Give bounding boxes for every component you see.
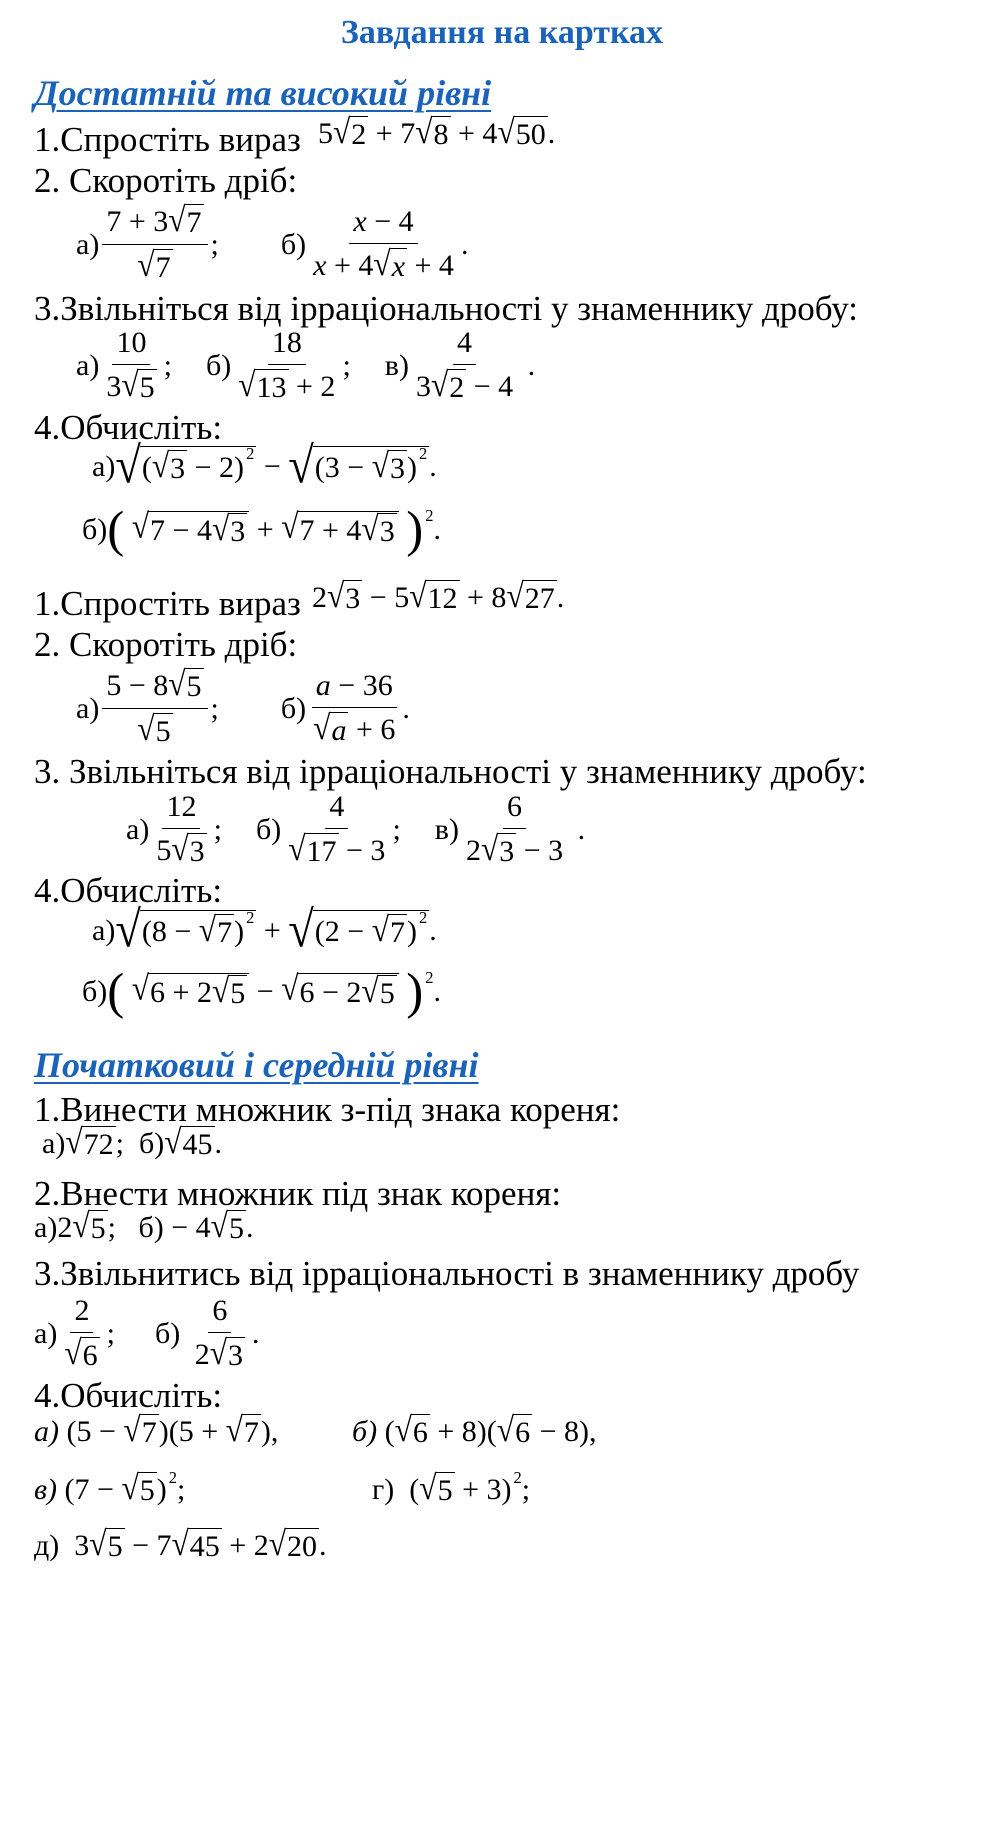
label-a: а) <box>92 449 116 483</box>
label-a: а) <box>76 348 100 382</box>
task-4d-expression-card3: д) 3 √ 5 − 7 √ 45 + 2 √ 20 . <box>34 1524 327 1563</box>
task-2-expressions-card3: а) 2 √ 5 ; б) − 4 √ 5 . <box>34 1206 254 1245</box>
task-4a-expression-card3: а) (5 − √ 7 )(5 + √ 7 ), <box>34 1410 279 1449</box>
label-b: б) <box>255 812 282 846</box>
task-3-text-card2: 3. Звільніться від ірраціональності у знаменнику дробу: <box>34 752 867 791</box>
label-g: г) <box>372 1473 395 1506</box>
task-3-fractions-card2: а) 12 5 √ 3 ; б) 4 √ 17 − 3 ; в) 6 2 √ 3 − 3 . <box>126 790 586 868</box>
label-v: в) <box>34 1473 58 1506</box>
task-2-fractions: а) 7 + 3 √ 7 √ 7 ; б) x − 4 x + 4 √ x + 4 . <box>76 200 469 284</box>
label-a: а) <box>76 227 100 261</box>
task-4g-expression-card3: г) ( √ 5 + 3) 2 ; <box>372 1468 531 1507</box>
task-4a-expression: а) √ ( √ 3 − 2) 2 − √ (3 − √ 3 ) 2 . <box>92 438 437 495</box>
label-v: в) <box>434 812 459 846</box>
task-4-text-card3: 4.Обчисліть: <box>34 1376 223 1415</box>
label-a: а) <box>42 1127 66 1160</box>
task-4b-expression-card3: б) ( √ 6 + 8)( √ 6 − 8), <box>352 1410 597 1449</box>
task-4-text: 4.Обчисліть: <box>34 408 223 447</box>
task-4-text-card2: 4.Обчисліть: <box>34 871 223 910</box>
task-3-fractions-card3: а) 2 √ 6 ; б) 6 2 √ 3 . <box>34 1294 260 1372</box>
label-a: а) <box>76 691 100 725</box>
label-a: а) <box>34 1316 58 1350</box>
task-3-text-card3: 3.Звільнитись від ірраціональності в знаменнику дробу <box>34 1254 860 1293</box>
task-1-expression: 5 √ 2 + 7 √ 8 + 4 √ 50 . <box>318 112 556 151</box>
label-b: б) <box>352 1415 378 1448</box>
label-a: а) <box>126 812 150 846</box>
label-b: б) <box>154 1316 181 1350</box>
page-title: Завдання на картках <box>340 14 664 51</box>
label-a: а) <box>92 913 116 947</box>
task-1-expression-card2: 2 √ 3 − 5 √ 12 + 8 √ 27 . <box>312 576 565 615</box>
task-2-text: 2. Скоротіть дріб: <box>34 161 298 200</box>
section-heading-advanced: Достатній та високий рівні <box>34 73 492 113</box>
task-2-fractions-card2: а) 5 − 8 √ 5 √ 5 ; б) a − 36 √ a + 6 . <box>76 664 410 748</box>
label-b: б) <box>82 513 108 547</box>
task-1-text: 1.Спростіть вираз <box>34 120 301 159</box>
label-b: б) <box>138 1127 165 1160</box>
task-1-text-card3: 1.Винести множник з-під знака кореня: <box>34 1090 621 1129</box>
task-2-text-card2: 2. Скоротіть дріб: <box>34 625 298 664</box>
label-d: д) <box>34 1529 60 1562</box>
label-b: б) <box>138 1211 164 1244</box>
label-b: б) <box>205 348 232 382</box>
label-a: а) <box>34 1415 59 1448</box>
label-a: а) <box>34 1211 58 1244</box>
task-4b-expression: б) ( √ 7 − 4 √ 3 + √ 7 + 4 √ 3 ) 2 . <box>82 502 441 558</box>
task-4v-expression-card3: в) (7 − √ 5 ) 2 ; <box>34 1468 186 1507</box>
label-v: в) <box>384 348 409 382</box>
label-b: б) <box>280 691 307 725</box>
task-3-text: 3.Звільніться від ірраціональності у знаменнику дробу: <box>34 289 859 328</box>
task-4b-expression-card2: б) ( √ 6 + 2 √ 5 − √ 6 − 2 √ 5 ) 2 . <box>82 964 441 1020</box>
task-2-text-card3: 2.Внести множник під знак кореня: <box>34 1174 562 1213</box>
section-heading-basic: Початковий і середній рівні <box>34 1045 479 1085</box>
task-1-text-card2: 1.Спростіть вираз <box>34 584 301 623</box>
task-4a-expression-card2: а) √ (8 − √ 7 ) 2 + √ (2 − √ 7 ) 2 . <box>92 902 437 959</box>
label-b: б) <box>82 975 108 1009</box>
task-1-expressions-card3: а) √ 72 ; б) √ 45 . <box>42 1122 223 1161</box>
label-b: б) <box>280 227 307 261</box>
task-3-fractions: а) 10 3 √ 5 ; б) 18 √ 13 + 2 ; в) 4 3 √ 2 − 4 . <box>76 326 536 404</box>
